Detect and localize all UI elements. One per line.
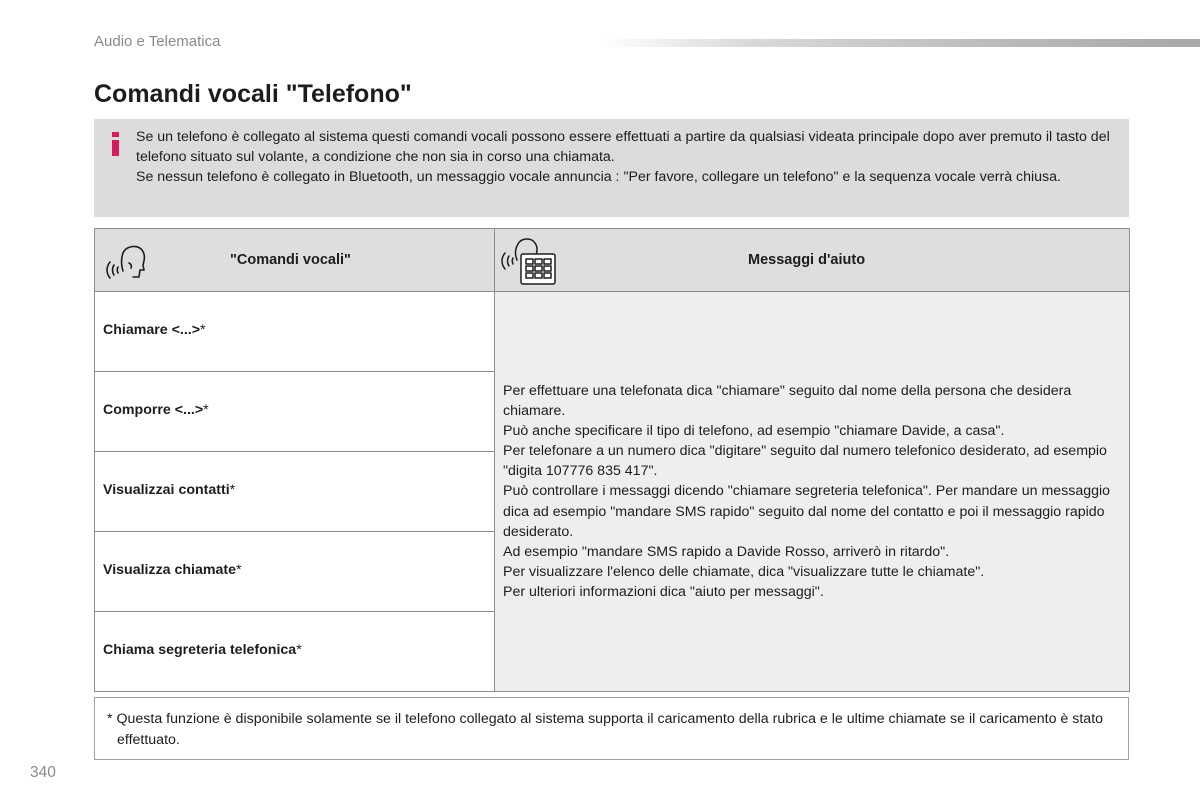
voice-commands-table xyxy=(94,228,1130,692)
command-row xyxy=(95,452,494,532)
command-label xyxy=(103,562,242,578)
footnote-mark: * xyxy=(200,322,206,338)
command-row xyxy=(95,372,494,452)
help-line: Può controllare i messaggi dicendo "chiamare segreteria telefonica". Per mandare un messaggio dica ad esempio "mandare SMS rapido" seguito dal nome del contatto e poi il messaggio rapido desiderato. xyxy=(503,483,1111,540)
command-text: Comporre <...> xyxy=(103,402,204,418)
footnote-text: * Questa funzione è disponibile solamente se il telefono collegato al sistema supporta il caricamento della rubrica e le ultime chiamate se il caricamento è stato effettuato. xyxy=(107,711,1104,748)
command-text: Visualizza chiamate xyxy=(103,562,237,578)
voice-command-icon xyxy=(105,239,147,283)
info-paragraph: Se nessun telefono è collegato in Bluetooth, un messaggio vocale annuncia : "Per favore, collegare un telefono" e la sequenza vocale verrà chiusa. xyxy=(136,169,1061,185)
command-row xyxy=(95,292,494,372)
footnote-mark: * xyxy=(236,562,242,578)
help-line: Per visualizzare l'elenco delle chiamate, dica "visualizzare tutte le chiamate". xyxy=(503,563,985,580)
info-paragraph: Se un telefono è collegato al sistema questi comandi vocali possono essere effettuati a partire da qualsiasi videata principale dopo aver premuto il tasto del telefono situato sul volante, a condizione che non sia in corso una chiamata. xyxy=(136,129,1110,165)
column-header-help-messages xyxy=(495,229,1129,292)
command-text: Chiama segreteria telefonica xyxy=(103,642,297,658)
command-row xyxy=(95,612,494,692)
page-number: 340 xyxy=(30,764,56,781)
command-text: Chiamare <...> xyxy=(103,322,200,338)
commands-column xyxy=(95,292,495,691)
info-text xyxy=(136,127,1121,187)
command-label xyxy=(103,322,206,338)
help-line: Per telefonare a un numero dica "digitare" seguito dal numero telefonico desiderato, ad esempio "digita 107776 835 417". xyxy=(503,443,1107,480)
help-line: Per ulteriori informazioni dica "aiuto per messaggi". xyxy=(503,583,824,600)
command-row xyxy=(95,532,494,612)
help-messages-column xyxy=(495,292,1129,691)
column-header-voice-commands xyxy=(95,229,495,292)
section-label: Audio e Telematica xyxy=(94,33,221,50)
column-header-label: "Comandi vocali" xyxy=(230,252,351,268)
info-box xyxy=(94,119,1129,217)
footnote-box xyxy=(94,697,1129,760)
command-label xyxy=(103,482,235,498)
header-gradient-bar xyxy=(600,39,1200,47)
command-label xyxy=(103,642,302,658)
help-text xyxy=(503,381,1123,602)
help-line: Può anche specificare il tipo di telefono, ad esempio "chiamare Davide, a casa". xyxy=(503,423,1005,440)
info-icon xyxy=(106,131,126,157)
help-line: Per effettuare una telefonata dica "chiamare" seguito dal nome della persona che desidera chiamare. xyxy=(503,383,1072,420)
footnote-mark: * xyxy=(229,482,236,498)
voice-help-keypad-icon xyxy=(501,234,559,286)
help-line: Ad esempio "mandare SMS rapido a Davide Rosso, arriverò in ritardo". xyxy=(503,543,950,560)
footnote-mark: * xyxy=(203,402,209,418)
column-header-label: Messaggi d'aiuto xyxy=(748,252,866,268)
command-text: Visualizzai contatti xyxy=(103,482,230,498)
page-title: Comandi vocali "Telefono" xyxy=(94,80,412,108)
command-label xyxy=(103,402,209,418)
footnote-mark: * xyxy=(296,642,302,658)
